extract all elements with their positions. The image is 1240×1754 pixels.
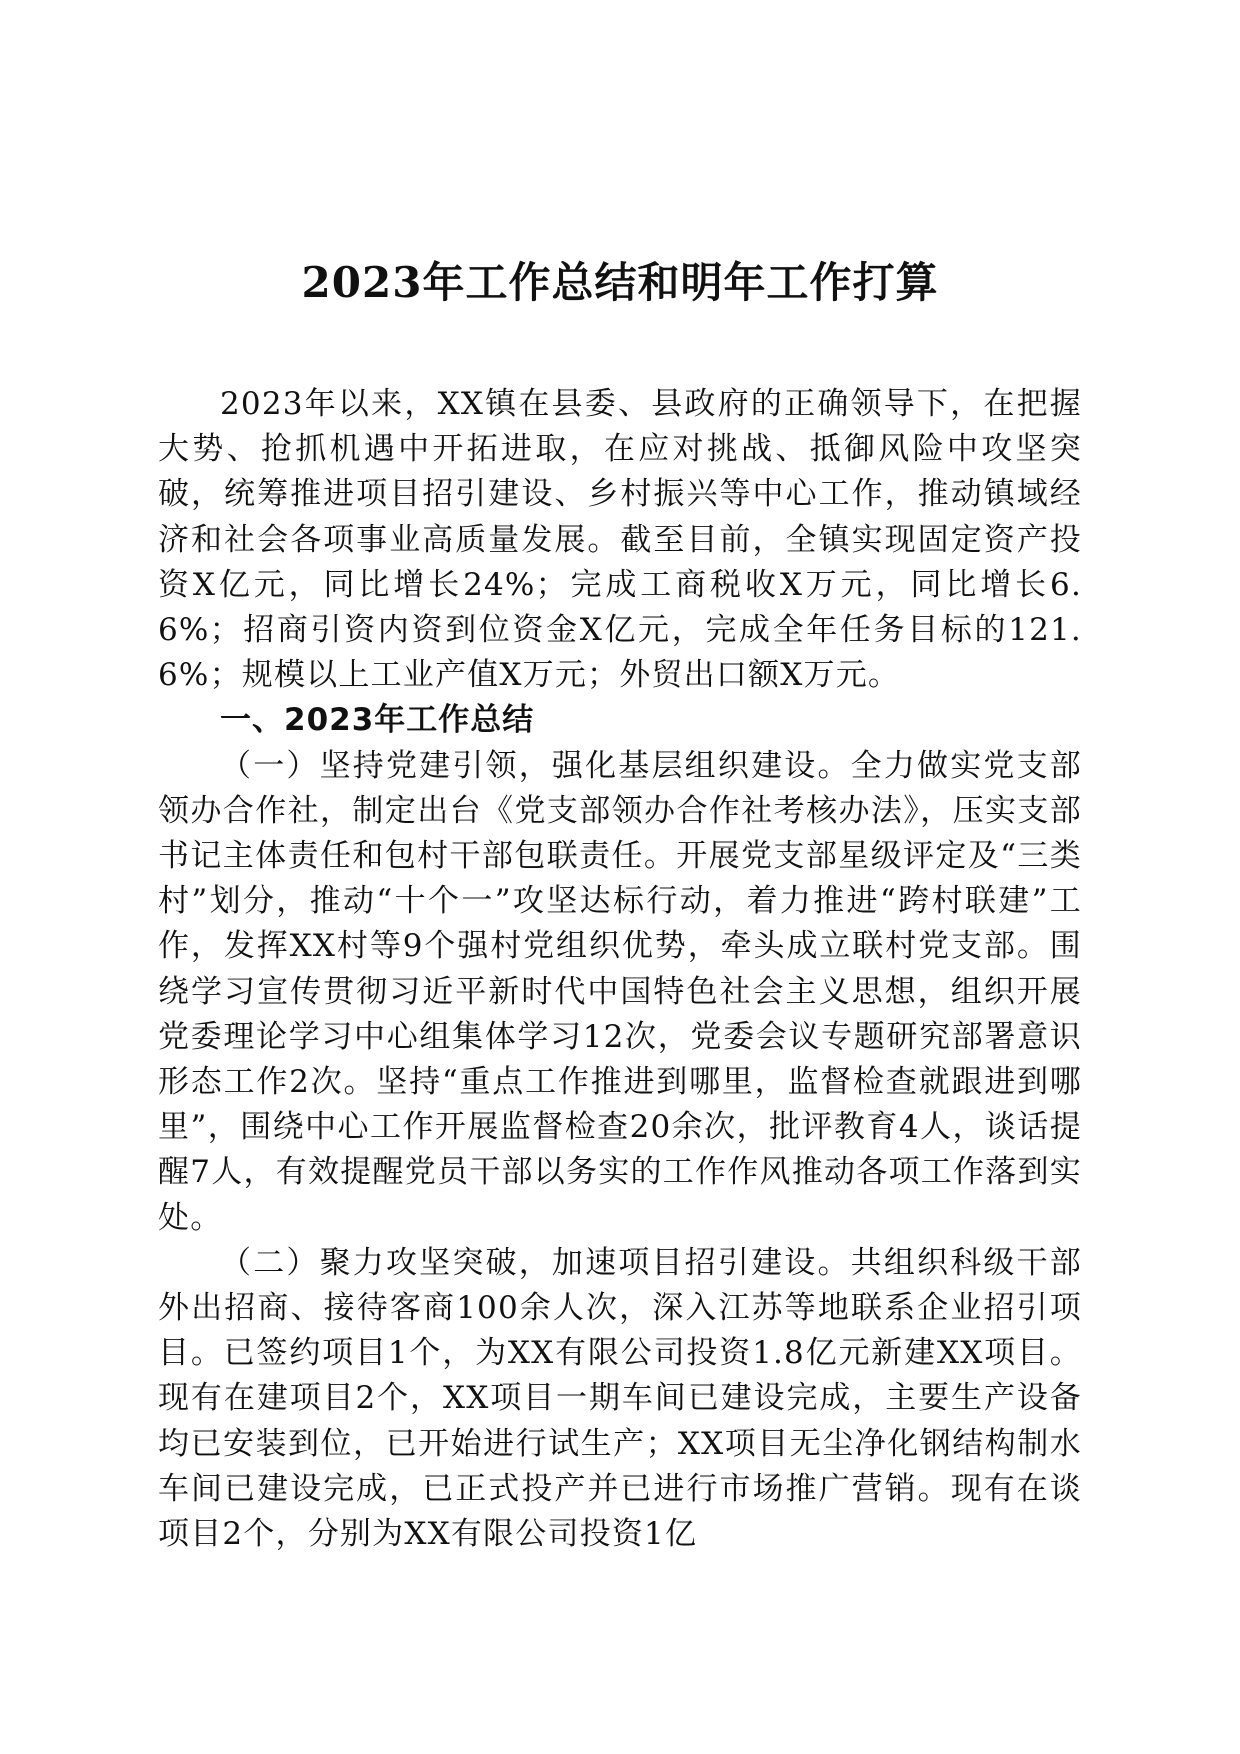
section-paragraph-party-building: （一）坚持党建引领，强化基层组织建设。全力做实党支部领办合作社，制定出台《党支部领办合作社考核办法》，压实支部书记主体责任和包村干部包联责任。开展党支部星级评定及“三类村”划分，推动“十个一”攻坚达标行动，着力推进“跨村联建”工作，发挥XX村等9个强村党组织优势，牵头成立联村党支部。围绕学习宣传贯彻习近平新时代中国特色社会主义思想，组织开展党委理论学习中心组集体学习12次，党委会议专题研究部署意识形态工作2次。坚持“重点工作推进到哪里，监督检查就跟进到哪里”，围绕中心工作开展监督检查20余次，批评教育4人，谈话提醒7人，有效提醒党员干部以务实的工作作风推动各项工作落到实处。	[158, 747, 1082, 1236]
intro-paragraph: 2023年以来，XX镇在县委、县政府的正确领导下，在把握大势、抢抓机遇中开拓进取，在应对挑战、抵御风险中攻坚突破，统筹推进项目招引建设、乡村振兴等中心工作，推动镇域经济和社会各项事业高质量发展。截至目前，全镇实现固定资产投资X亿元，同比增长24%；完成工商税收X万元，同比增长6.6%；招商引资内资到位资金X亿元，完成全年任务目标的121.6%；规模以上工业产值X万元；外贸出口额X万元。	[158, 386, 1082, 694]
section-heading: 一、2023年工作总结	[220, 702, 535, 739]
document-title: 2023年工作总结和明年工作打算	[301, 258, 939, 307]
document-body	[158, 382, 1082, 1557]
section-paragraph-projects: （二）聚力攻坚突破，加速项目招引建设。共组织科级干部外出招商、接待客商100余人次，深入江苏等地联系企业招引项目。已签约项目1个，为XX有限公司投资1.8亿元新建XX项目。现有在建项目2个，XX项目一期车间已建设完成，主要生产设备均已安装到位，已开始进行试生产；XX项目无尘净化钢结构制水车间已建设完成，已正式投产并已进行市场推广营销。现有在谈项目2个，分别为XX有限公司投资1亿	[158, 1244, 1082, 1553]
